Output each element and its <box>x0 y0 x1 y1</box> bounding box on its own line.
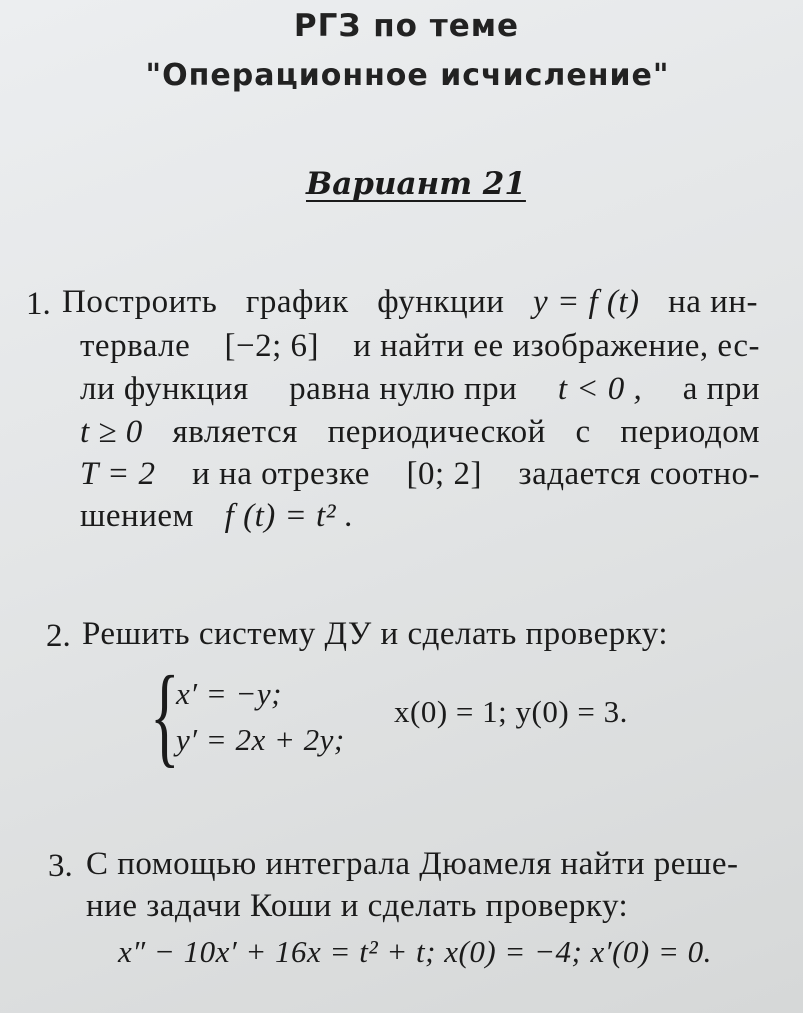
task1-line-3 <box>80 371 760 408</box>
task3-line-1: С помощью интеграла Дюамеля найти реше- <box>86 846 739 882</box>
task3-equation: x″ − 10x′ + 16x = t² + t; x(0) = −4; x′(0) = 0. <box>118 934 712 969</box>
task2-number: 2. <box>46 618 71 654</box>
task1-word: с <box>575 414 591 450</box>
variant-heading: Вариант 21 <box>306 166 526 202</box>
task1-formula: T = 2 <box>80 456 156 492</box>
task1-line-1 <box>62 284 758 321</box>
task1-word: равна нулю при <box>289 371 518 407</box>
task1-word: задается соотно- <box>518 456 760 492</box>
title-line-2: "Операционное исчисление" <box>145 58 670 93</box>
task1-line-2 <box>80 328 760 365</box>
task1-word: тервале <box>80 328 191 364</box>
title-line-1: РГЗ по теме <box>293 8 520 44</box>
task1-word: и найти ее изображение, ес- <box>353 328 760 364</box>
task1-word: функции <box>377 284 505 320</box>
task1-number: 1. <box>26 286 51 322</box>
task1-formula: f (t) = t² . <box>224 498 354 534</box>
task1-word: ли функция <box>80 371 249 407</box>
task1-formula: [−2; 6] <box>224 328 319 364</box>
task1-word: периодической <box>327 414 546 450</box>
task1-formula: [0; 2] <box>406 456 482 492</box>
task1-word: а при <box>682 371 760 407</box>
task1-word: график <box>245 284 349 320</box>
task2-initial-conditions: x(0) = 1; y(0) = 3. <box>394 694 628 729</box>
system-brace: { <box>150 654 180 778</box>
task2-equation-2: y′ = 2x + 2y; <box>176 722 345 757</box>
task1-word: является <box>172 414 298 450</box>
task2-equation-1: x′ = −y; <box>176 676 282 711</box>
task3-number: 3. <box>48 848 73 884</box>
task1-formula: y = f (t) <box>533 284 640 320</box>
task1-word: Построить <box>62 284 218 320</box>
task1-formula: t < 0 , <box>557 371 643 407</box>
task1-word: периодом <box>620 414 760 450</box>
task1-word: и на отрезке <box>192 456 370 492</box>
task1-formula: t ≥ 0 <box>80 414 143 450</box>
task1-line-6 <box>80 498 354 535</box>
task1-line-4 <box>80 414 760 451</box>
task1-word: шением <box>80 498 194 534</box>
task1-line-5 <box>80 456 760 493</box>
task1-word: на ин- <box>668 284 758 320</box>
task3-line-2: ние задачи Коши и сделать проверку: <box>86 888 629 924</box>
task2-text: Решить систему ДУ и сделать проверку: <box>82 616 669 652</box>
